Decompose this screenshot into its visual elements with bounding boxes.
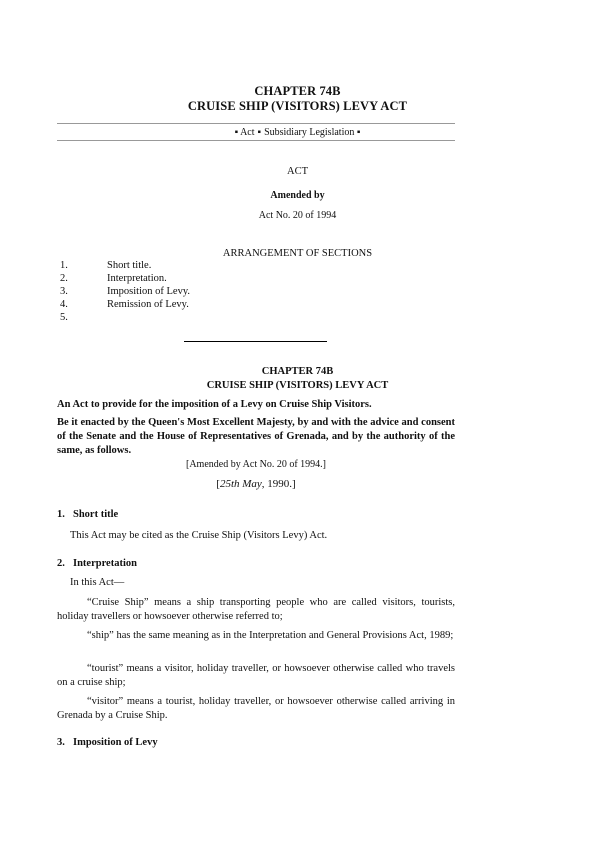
section-number: 2. (57, 558, 65, 569)
toc-number: 3. (60, 286, 68, 297)
nav-link-act[interactable]: Act (240, 127, 255, 138)
arrangement-heading: ARRANGEMENT OF SECTIONS (222, 248, 373, 259)
body-act-title: CRUISE SHIP (VISITORS) LEVY ACT (206, 380, 389, 391)
nav-bottom-rule (57, 140, 455, 141)
amended-by-label: Amended by (270, 190, 325, 201)
commencement-date (57, 478, 455, 490)
section-1-text: This Act may be cited as the Cruise Ship (Visitors Levy) Act. (70, 530, 328, 541)
toc-label[interactable]: Imposition of Levy. (107, 286, 191, 297)
amendment-note: [Amended by Act No. 20 of 1994.] (186, 459, 326, 470)
toc-number: 5. (60, 312, 68, 323)
nav-link-subsidiary-legislation[interactable]: Subsidiary Legislation (264, 127, 355, 138)
date-bracket: [ (216, 478, 220, 490)
act-title: CRUISE SHIP (VISITORS) LEVY ACT (187, 99, 408, 113)
definition-tourist: “tourist” means a visitor, holiday traveller, or howsoever otherwise called who travels on a cruise ship; (57, 663, 455, 688)
section-title: Interpretation (73, 558, 137, 569)
act-label: ACT (287, 166, 308, 177)
toc-label[interactable]: Interpretation. (107, 273, 167, 284)
toc-number: 1. (60, 260, 68, 271)
date-italic: 25th May (219, 478, 262, 490)
toc-number: 2. (60, 273, 68, 284)
bullet-icon: ▪ (356, 127, 361, 138)
toc-label[interactable]: Remission of Levy. (107, 299, 189, 310)
body-chapter-number: CHAPTER 74B (261, 366, 334, 377)
section-2-intro: In this Act— (70, 577, 125, 588)
section-number: 3. (57, 737, 65, 748)
section-title: Imposition of Levy (73, 737, 158, 748)
nav-links (0, 127, 595, 138)
section-divider (184, 341, 327, 342)
toc-label[interactable]: Short title. (107, 260, 152, 271)
amending-act: Act No. 20 of 1994 (258, 210, 337, 221)
definition-visitor: “visitor” means a tourist, holiday traveller, or howsoever otherwise called arriving in Grenada by a Cruise Ship. (57, 696, 455, 721)
section-title: Short title (73, 509, 119, 520)
definition-ship: “ship” has the same meaning as in the Interpretation and General Provisions Act, 1989; (87, 630, 454, 641)
bullet-icon: ▪ (234, 127, 239, 138)
section-heading-2 (57, 558, 137, 569)
nav-top-rule (57, 123, 455, 124)
section-number: 1. (57, 509, 65, 520)
section-heading-3 (57, 737, 158, 748)
enacting-formula: Be it enacted by the Queen's Most Excellent Majesty, by and with the advice and consent of the Senate and the House of Representatives of Grenada, and by the authority of the same, as follows. (57, 417, 455, 456)
toc-number: 4. (60, 299, 68, 310)
chapter-number: CHAPTER 74B (254, 84, 341, 98)
long-title: An Act to provide for the imposition of a Levy on Cruise Ship Visitors. (57, 399, 372, 410)
definition-cruise-ship: “Cruise Ship” means a ship transporting people who are called visitors, tourists, holiday travellers or howsoever otherwise referred to; (57, 597, 455, 622)
section-heading-1 (57, 509, 118, 520)
bullet-icon: ▪ (257, 127, 262, 138)
date-year: , 1990.] (261, 478, 296, 490)
